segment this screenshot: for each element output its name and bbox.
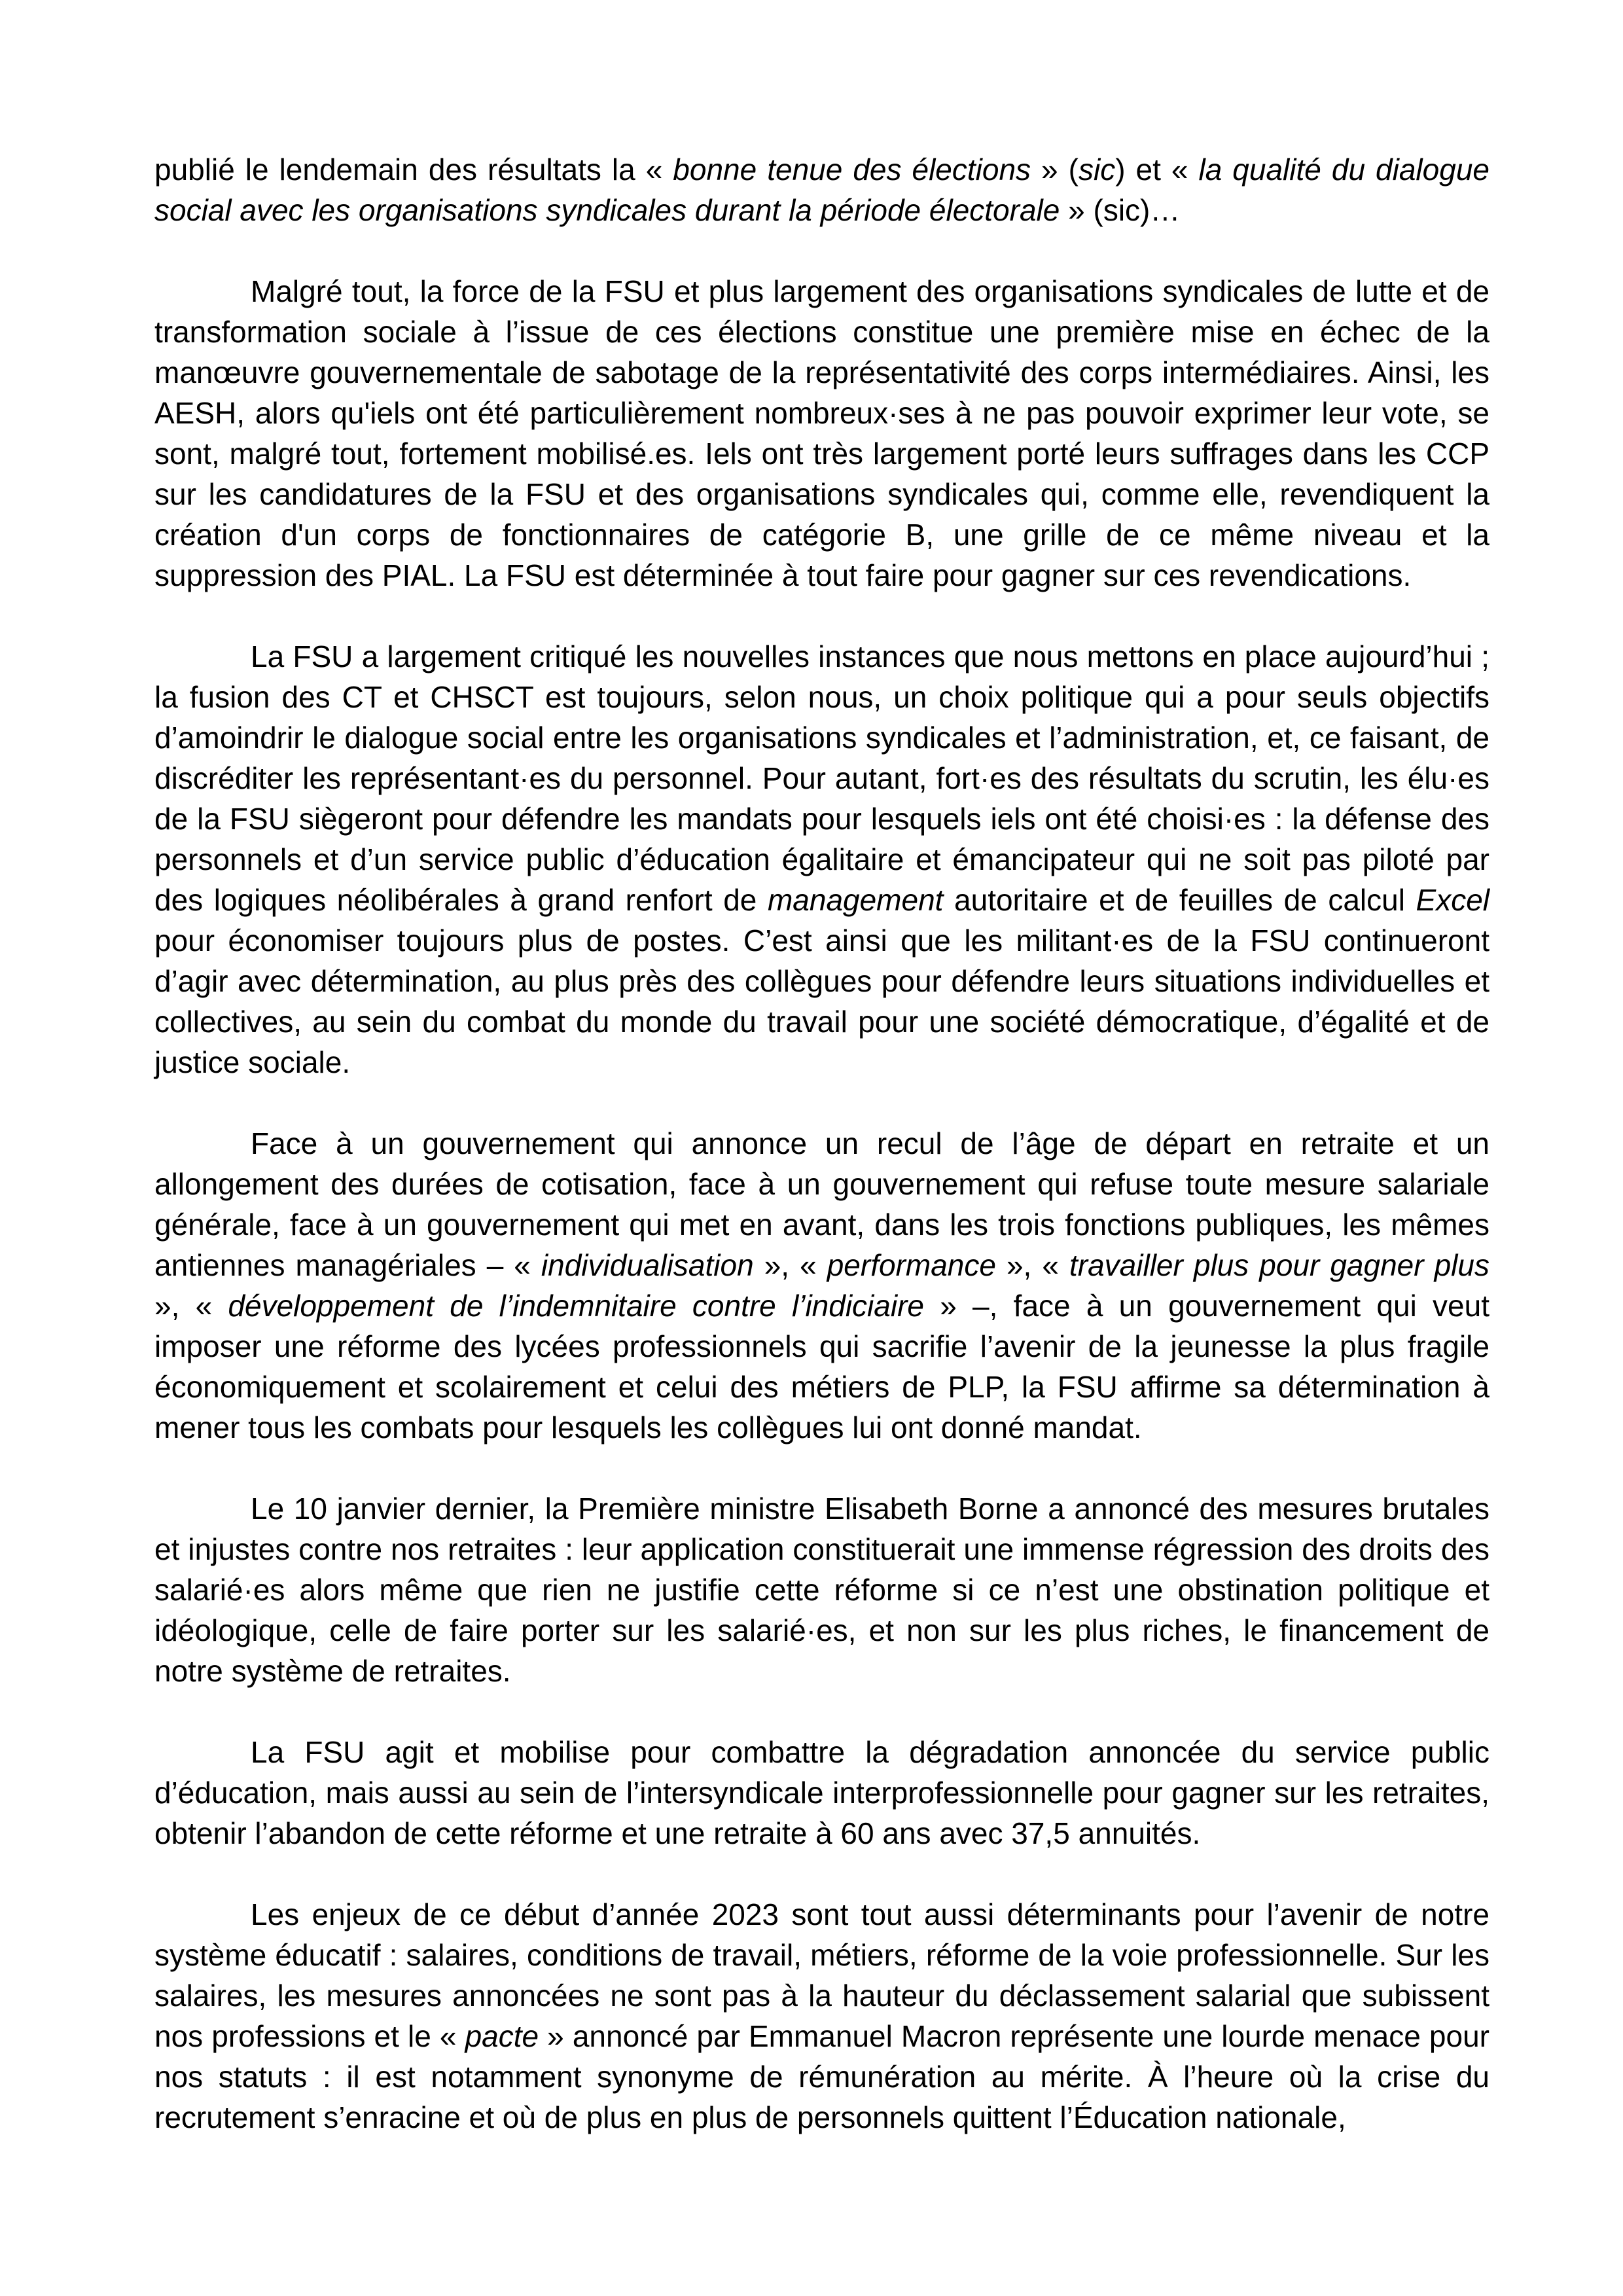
text-run: » (sic)…: [1060, 193, 1181, 227]
text-run: Le 10 janvier dernier, la Première ministre Elisabeth Borne a annoncé des mesures brutales et injustes contre nos retraites : leur application constituerait une immense régression des droits des salarié·es alors même que rien ne justifie cette réforme si ce n’est une obstination politique et idéologique, celle de faire porter sur les salarié·es, et non sur les plus riches, le financement de notre système de retraites.: [154, 1492, 1489, 1688]
italic-text-run: management: [767, 883, 944, 917]
paragraph-pension-reform: [154, 1488, 1489, 1691]
italic-text-run: pacte: [465, 2019, 539, 2053]
text-run: », «: [753, 1248, 827, 1282]
text-run: Les enjeux de ce début d’année 2023 sont tout aussi déterminants pour l’avenir de notre système éducatif : salaires, conditions de travail, métiers, réforme de la voie professionnelle. Sur les salaires, les mesures annoncées ne sont pas à la hauteur du déclassement salarial que subissent nos professions et le «: [154, 1897, 1489, 2053]
italic-text-run: bonne tenue des élections: [673, 152, 1031, 187]
text-run: Face à un gouvernement qui annonce un recul de l’âge de départ en retraite et un allongement des durées de cotisation, face à un gouvernement qui refuse toute mesure salariale générale, face à un gouvernement qui met en avant, dans les trois fonctions publiques, les mêmes antiennes managériales – «: [154, 1126, 1489, 1282]
italic-text-run: performance: [827, 1248, 996, 1282]
paragraph-2023-stakes: [154, 1894, 1489, 2138]
text-run: La FSU a largement critiqué les nouvelles instances que nous mettons en place aujourd’hui ; la fusion des CT et CHSCT est toujours, selon nous, un choix politique qui a pour seuls objectifs d’amoindrir le dialogue social entre les organisations syndicales et l’administration, et, ce faisant, de discréditer les représentant·es du personnel. Pour autant, fort·es des résultats du scrutin, les élu·es de la FSU siègeront pour défendre les mandats pour lesquels iels ont été choisi·es : la défense des personnels et d’un service public d’éducation égalitaire et émancipateur qui ne soit pas piloté par des logiques néolibérales à grand renfort de: [154, 639, 1489, 917]
text-run: La FSU agit et mobilise pour combattre la dégradation annoncée du service public d’éducation, mais aussi au sein de l’intersyndicale interprofessionnelle pour gagner sur les retraites, obtenir l’abandon de cette réforme et une retraite à 60 ans avec 37,5 annuités.: [154, 1735, 1489, 1850]
paragraph-election-conduct: [154, 149, 1489, 230]
document-page: [154, 149, 1489, 2178]
italic-text-run: sic: [1078, 152, 1116, 187]
italic-text-run: Excel: [1416, 883, 1489, 917]
paragraph-fsu-mobilisation: [154, 1732, 1489, 1854]
italic-text-run: développement de l’indemnitaire contre l’indiciaire: [228, 1289, 924, 1323]
italic-text-run: la qualité du dialogue social avec les organisations syndicales durant la période électorale: [154, 152, 1489, 227]
italic-text-run: individualisation: [541, 1248, 754, 1282]
paragraph-aesh-mobilisation: [154, 271, 1489, 596]
paragraph-new-instances: [154, 636, 1489, 1083]
text-run: » –, face à un gouvernement qui veut imposer une réforme des lycées professionnels qui sacrifie l’avenir de la jeunesse la plus fragile économiquement et scolairement et celui des métiers de PLP, la FSU affirme sa détermination à mener tous les combats pour lesquels les collègues lui ont donné mandat.: [154, 1289, 1489, 1444]
text-run: » annoncé par Emmanuel Macron représente une lourde menace pour nos statuts : il est notamment synonyme de rémunération au mérite. À l’heure où la crise du recrutement s’enracine et où de plus en plus de personnels quittent l’Éducation nationale,: [154, 2019, 1489, 2134]
paragraph-government-policies: [154, 1123, 1489, 1448]
text-run: pour économiser toujours plus de postes. C’est ainsi que les militant·es de la FSU continueront d’agir avec détermination, au plus près des collègues pour défendre leurs situations individuelles et collectives, au sein du combat du monde du travail pour une société démocratique, d’égalité et de justice sociale.: [154, 924, 1489, 1079]
text-run: », «: [995, 1248, 1069, 1282]
text-run: », «: [154, 1289, 228, 1323]
text-run: publié le lendemain des résultats la «: [154, 152, 673, 187]
text-run: ) et «: [1115, 152, 1199, 187]
text-run: » (: [1031, 152, 1079, 187]
italic-text-run: travailler plus pour gagner plus: [1069, 1248, 1489, 1282]
text-run: autoritaire et de feuilles de calcul: [943, 883, 1416, 917]
text-run: Malgré tout, la force de la FSU et plus largement des organisations syndicales de lutte et de transformation sociale à l’issue de ces élections constitue une première mise en échec de la manœuvre gouvernementale de sabotage de la représentativité des corps intermédiaires. Ainsi, les AESH, alors qu'iels ont été particulièrement nombreux·ses à ne pas pouvoir exprimer leur vote, se sont, malgré tout, fortement mobilisé.es. Iels ont très largement porté leurs suffrages dans les CCP sur les candidatures de la FSU et des organisations syndicales qui, comme elle, revendiquent la création d'un corps de fonctionnaires de catégorie B, une grille de ce même niveau et la suppression des PIAL. La FSU est déterminée à tout faire pour gagner sur ces revendications.: [154, 274, 1489, 592]
